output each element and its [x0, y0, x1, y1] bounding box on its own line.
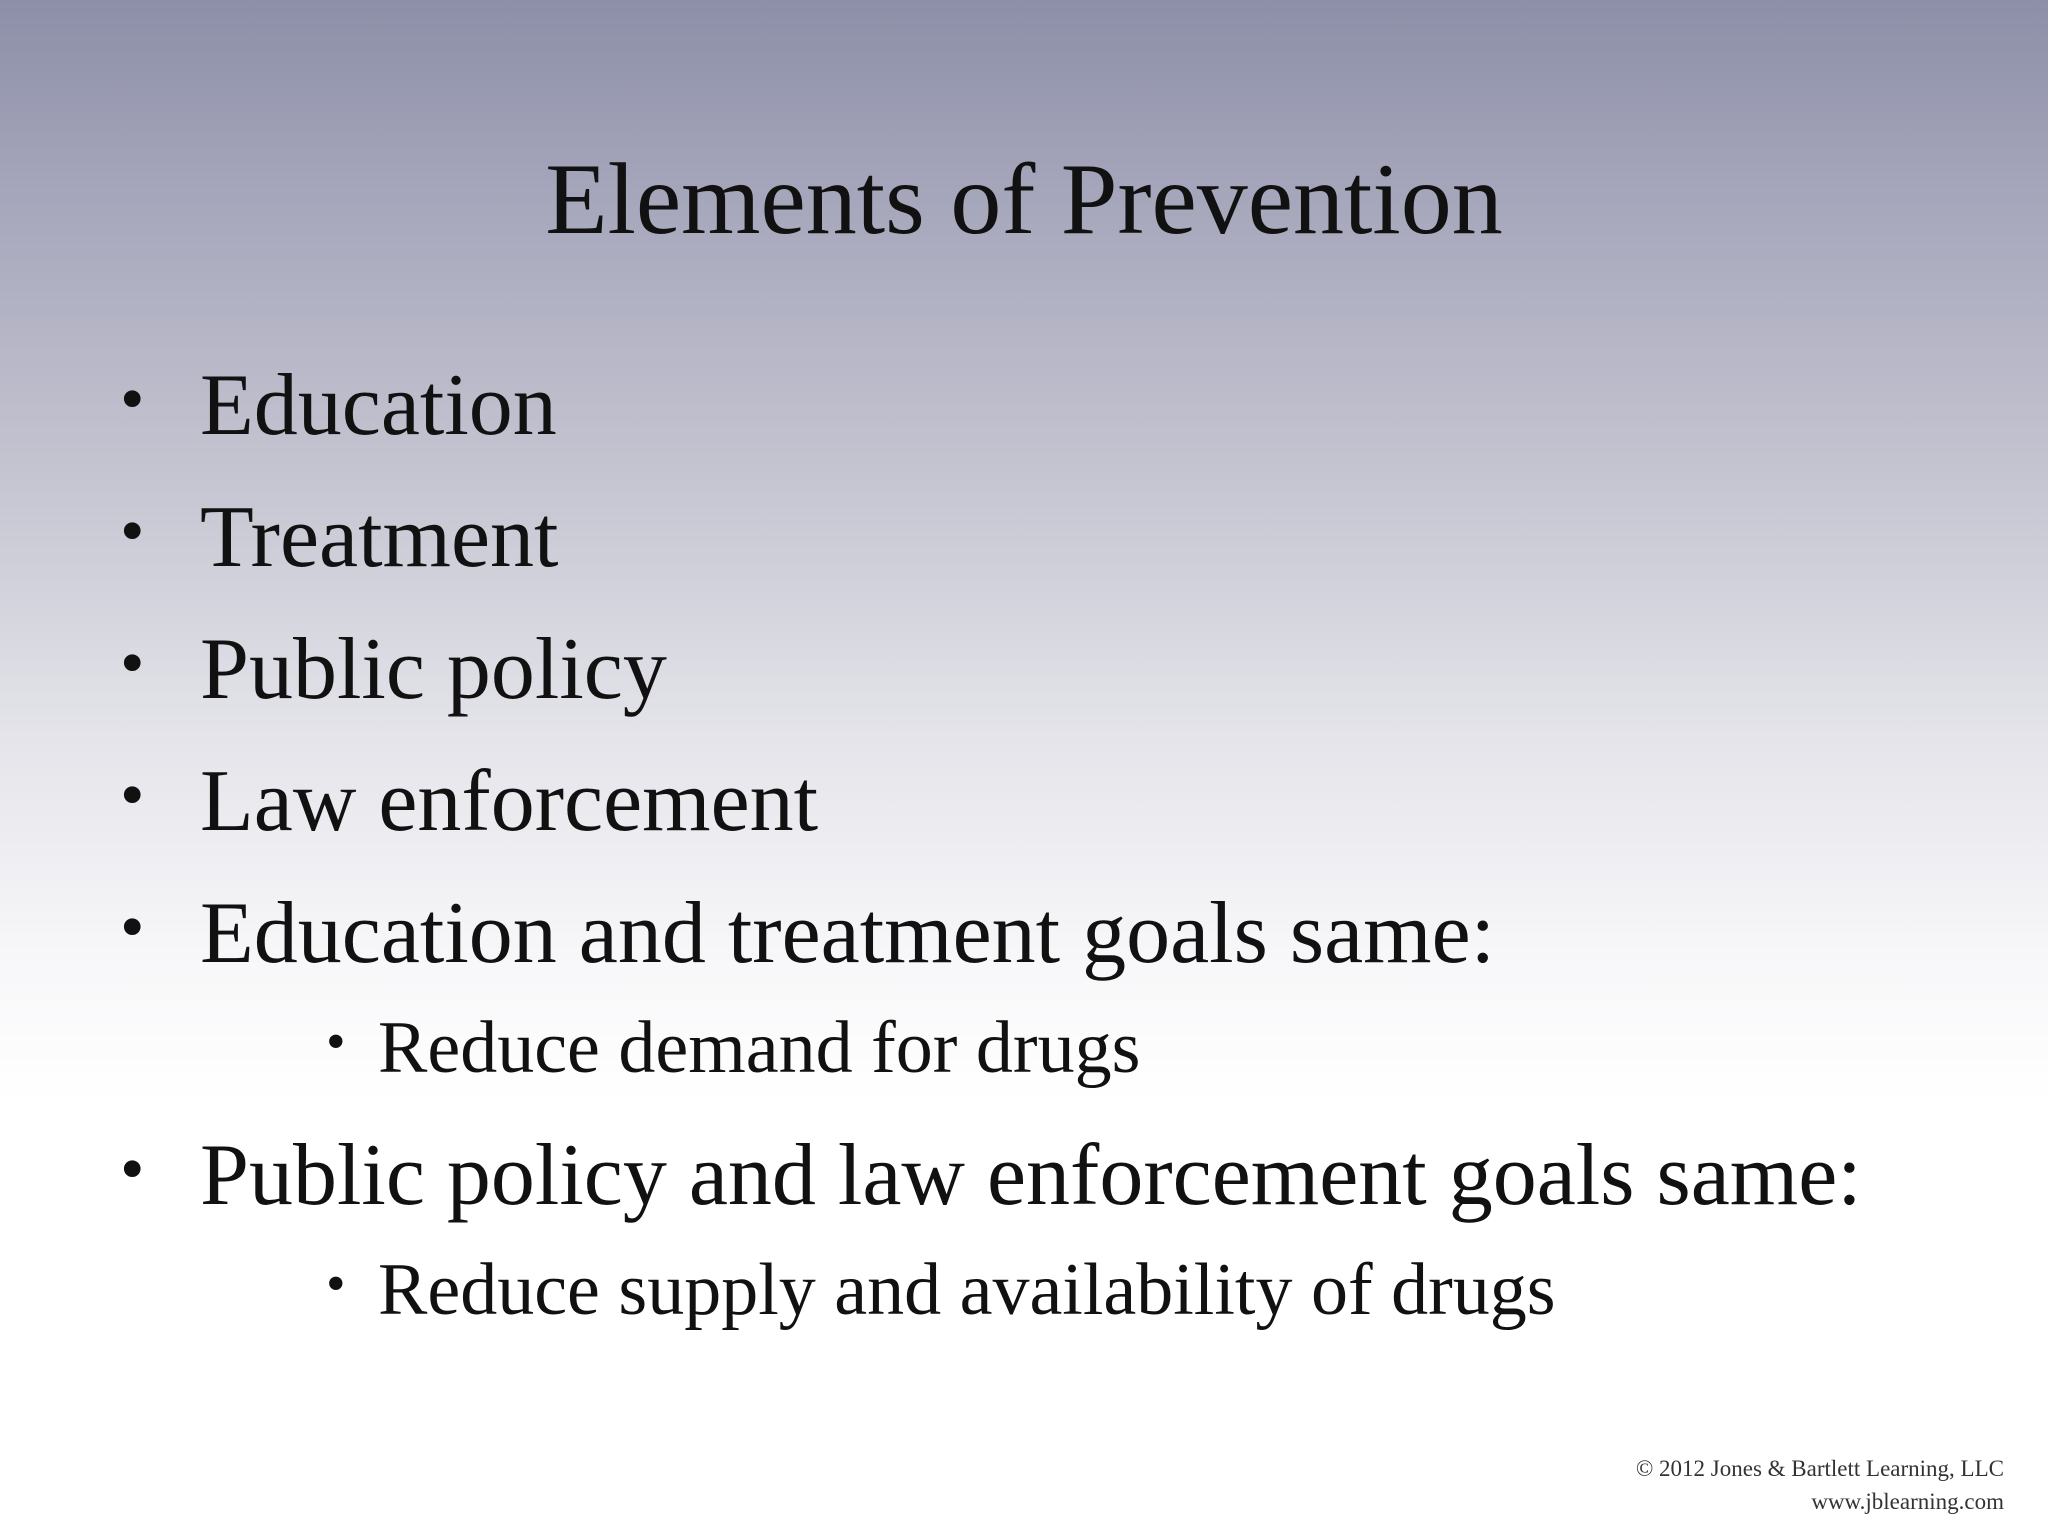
slide-title: Elements of Prevention: [545, 143, 1503, 256]
sub-bullet-dot-icon: •: [326, 1253, 346, 1315]
bullet-item: [120, 472, 2000, 604]
copyright-notice: [1636, 1452, 2004, 1518]
sub-bullet-item: [120, 992, 2000, 1104]
bullet-item: [120, 736, 2000, 868]
bullet-item: [120, 1110, 2000, 1242]
sub-bullet-dot-icon: •: [326, 1011, 346, 1073]
sub-bullet-text: Reduce demand for drugs: [378, 1007, 1141, 1089]
bullet-text: Treatment: [200, 489, 559, 586]
bullet-dot-icon: •: [120, 625, 145, 702]
bullet-list: [120, 340, 2000, 1352]
bullet-item: [120, 604, 2000, 736]
bullet-text: Public policy: [200, 621, 667, 718]
bullet-text: Education: [200, 357, 557, 454]
bullet-text: Law enforcement: [200, 753, 819, 850]
bullet-text: Education and treatment goals same:: [200, 885, 1496, 982]
bullet-dot-icon: •: [120, 1131, 145, 1208]
website-text: www.jblearning.com: [1811, 1489, 2004, 1514]
bullet-item: [120, 868, 2000, 1000]
bullet-dot-icon: •: [120, 889, 145, 966]
bullet-dot-icon: •: [120, 757, 145, 834]
bullet-dot-icon: •: [120, 361, 145, 438]
bullet-text: Public policy and law enforcement goals same:: [200, 1127, 1862, 1224]
sub-bullet-text: Reduce supply and availability of drugs: [378, 1249, 1556, 1331]
bullet-item: [120, 340, 2000, 472]
sub-bullet-item: [120, 1234, 2000, 1346]
copyright-text: © 2012 Jones & Bartlett Learning, LLC: [1635, 1456, 2004, 1481]
bullet-dot-icon: •: [120, 493, 145, 570]
